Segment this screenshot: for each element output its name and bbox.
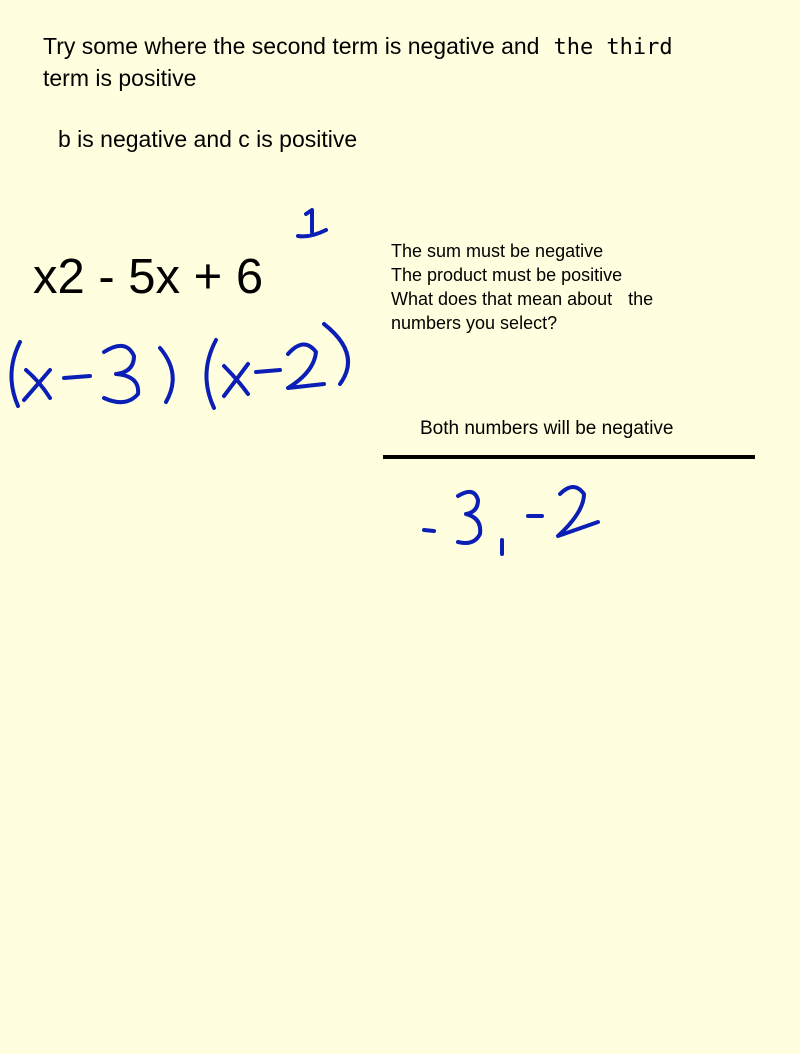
answer-text: Both numbers will be negative [420,418,674,439]
handwritten-one-mark [296,208,332,244]
rules-line-3-tail: the [628,289,654,309]
rules-line-3 [391,287,653,311]
rules-line-4: numbers you select? [391,313,558,333]
rules-line-3-text: What does that mean about [391,289,613,309]
handwritten-numbers [418,478,608,568]
rules-line-2: The product must be positive [391,265,623,285]
quadratic-expression: x2 - 5x + 6 [33,250,264,304]
intro-line-1 [43,31,673,63]
rules-line-1: The sum must be negative [391,241,604,261]
intro-line-2: term is positive [43,65,197,91]
intro-text [43,31,673,94]
intro-line-1-mono: the third [553,35,673,60]
divider-line [383,455,755,459]
intro-line-1-text: Try some where the second term is negative and [43,33,540,59]
rules-text [391,239,653,335]
condition-text: b is negative and c is positive [58,126,358,152]
handwritten-factored-form [0,318,360,418]
